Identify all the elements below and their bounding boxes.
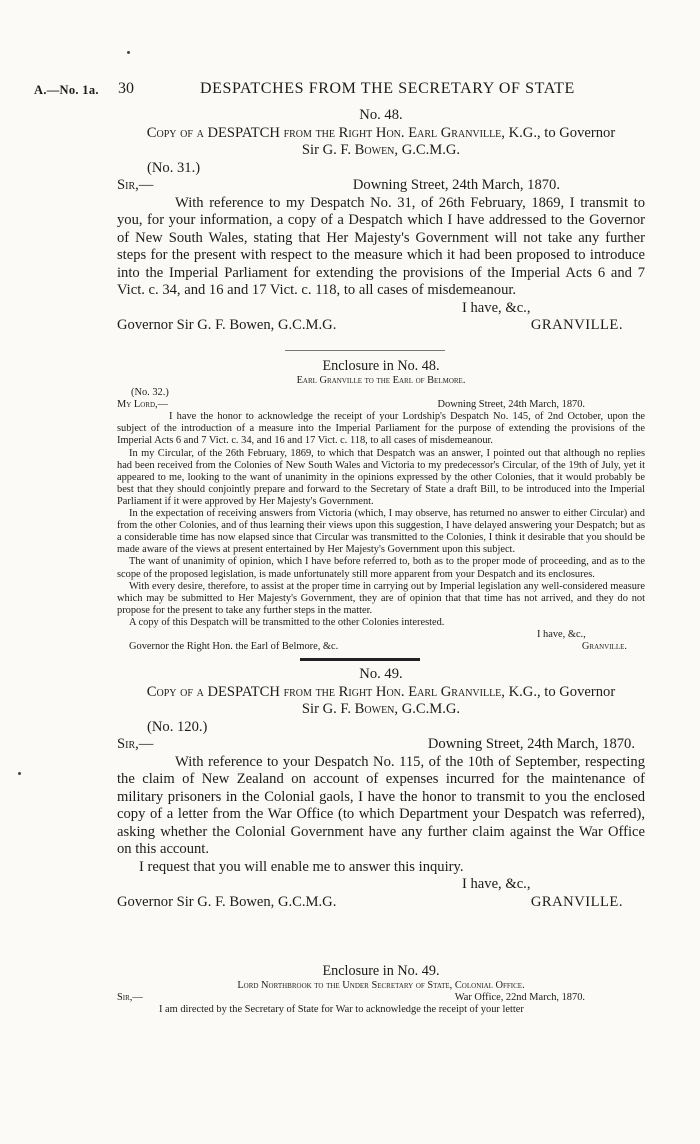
enclosure-ref-no: (No. 32.) (131, 387, 169, 399)
signature-row (117, 317, 645, 335)
despatch-address: Downing Street, 24th March, 1870. (352, 177, 560, 193)
enclosure-signature-row (117, 641, 645, 653)
signature-row (117, 894, 645, 912)
signature: GRANVILLE. (530, 893, 623, 910)
closing: I have, &c., (462, 299, 531, 316)
salutation: Sir,— (117, 736, 154, 752)
addressee: Governor Sir G. F. Bowen, G.C.M.G. (117, 317, 337, 333)
despatch-body-request: I request that you will enable me to answer this inquiry. (139, 858, 464, 875)
despatch-title-line2: Sir G. F. Bowen, G.C.M.G. (301, 701, 461, 717)
enclosure-heading: Enclosure in No. 48. (322, 358, 440, 374)
enclosure-address: War Office, 22nd March, 1870. (454, 992, 585, 1004)
enclosure-salutation: My Lord,— (117, 399, 169, 411)
salutation: Sir,— (117, 177, 154, 193)
salutation-row (117, 736, 645, 754)
enclosure-addressee: Governor the Right Hon. the Earl of Belmore, &c. (129, 641, 339, 653)
enclosure-signature: Granville. (581, 641, 627, 653)
enclosure-subheading: Earl Granville to the Earl of Belmore. (296, 375, 466, 386)
document-reference: A.—No. 1a. (34, 83, 99, 97)
addressee: Governor Sir G. F. Bowen, G.C.M.G. (117, 893, 337, 910)
enclosure-paragraph: I am directed by the Secretary of State for War to acknowledge the receipt of your letter (159, 1004, 524, 1016)
despatch-address: Downing Street, 24th March, 1870. (427, 736, 635, 752)
section-divider-thick (300, 658, 420, 661)
despatch-number: No. 49. (359, 666, 403, 682)
enclosure-salutation-row (117, 399, 645, 411)
enclosure-address: Downing Street, 24th March, 1870. (437, 399, 585, 411)
enclosure-49 (117, 963, 645, 1016)
enclosure-paragraph: In the expectation of receiving answers from Victoria (which, I may observe, has returned no answer to either Circular) and from the other Colonies, and of thus learning their views upon this suggestion, I have delayed answering your Despatch; but as a considerable time has now elapsed since that Circular was transmitted to the Colonies, I think it desirable that you should be made aware of the views at present entertained by Her Majesty's Government upon this subject. (117, 508, 645, 556)
enclosure-subheading: Lord Northbrook to the Under Secretary of State, Colonial Office. (237, 980, 525, 991)
despatch-number: No. 48. (359, 107, 403, 123)
salutation-row (117, 177, 645, 195)
despatch-body: With reference to my Despatch No. 31, of 26th February, 1869, I transmit to you, for your information, a copy of a Despatch which I have addressed to the Governor of New South Wales, stating that Her Majesty's Government will not take any further steps for the present with respect to the measure which it had been proposed to introduce into the Imperial Parliament for extending the provisions of the Imperial Acts 6 and 7 Vict. c. 34, and 16 and 17 Vict. c. 118, to all cases of misdemeanour. (117, 194, 645, 298)
enclosure-closing: I have, &c., (537, 628, 586, 640)
running-head: DESPATCHES FROM THE SECRETARY OF STATE (200, 80, 575, 97)
scan-speck (127, 51, 130, 54)
enclosure-salutation-row (117, 992, 645, 1004)
despatch-body: With reference to your Despatch No. 115, of the 10th of September, respecting the claim of New Zealand on account of expenses incurred for the maintenance of military prisoners in the Colonial gaols, I have the honor to transmit to you the enclosed copy of a letter from the War Office (to which Department your Despatch was referred), asking whether the Colonial Government have any further claim against the War Office on this account. (117, 753, 645, 857)
enclosure-heading: Enclosure in No. 49. (322, 963, 440, 979)
scan-speck (18, 772, 21, 775)
despatch-ref-no: (No. 31.) (147, 159, 201, 176)
section-divider (285, 350, 445, 351)
enclosure-paragraph: A copy of this Despatch will be transmitted to the other Colonies interested. (129, 616, 445, 628)
enclosure-paragraph: I have the honor to acknowledge the receipt of your Lordship's Despatch No. 145, of 2nd October, upon the subject of the introduction of a measure into the Imperial Parliament for the purpose of extending the provisions of the Imperial Acts 6 and 7 Vict. c. 34, and 16 and 17 Vict. c. 118, to all cases of misdemeanour. (117, 411, 645, 447)
enclosure-paragraph: In my Circular, of the 26th February, 1869, to which that Despatch was an answer, I pointed out that although no replies had been received from the Colonies of New South Wales and Victoria to my predecessor's Circular, of the 19th of July, yet it appeared to me, looking to the want of unanimity in the opinions expressed by the other Colonies, that it would probably be best that they should conjointly prepare and forward to the Secretary of State a draft Bill, to be introduced into the Imperial Parliament if it were approved by Her Majesty's Government. (117, 447, 645, 507)
enclosure-48 (117, 358, 645, 653)
page-number: 30 (118, 80, 134, 97)
despatch-48 (117, 107, 645, 335)
despatch-ref-no: (No. 120.) (147, 718, 208, 735)
enclosure-paragraph: With every desire, therefore, to assist at the proper time in carrying out by Imperial legislation any well-considered measure which may be submitted to Her Majesty's Government, they are of opinion that that time has not arrived, and they do not propose for the present to take any further steps in the matter. (117, 580, 645, 616)
despatch-title: Copy of a DESPATCH from the Right Hon. Earl Granville, K.G., to Governor (146, 124, 616, 141)
despatch-title-line2: Sir G. F. Bowen, G.C.M.G. (301, 142, 461, 158)
closing: I have, &c., (462, 876, 531, 892)
despatch-49 (117, 666, 645, 911)
signature: GRANVILLE. (530, 317, 623, 333)
enclosure-paragraph: The want of unanimity of opinion, which I have before referred to, both as to the proper mode of proceeding, and as to the scope of the proposed legislation, is made unfortunately still more apparent from your Despatch and its enclosures. (117, 556, 645, 580)
enclosure-salutation: Sir,— (117, 992, 143, 1004)
despatch-title: Copy of a DESPATCH from the Right Hon. Earl Granville, K.G., to Governor (146, 683, 616, 700)
